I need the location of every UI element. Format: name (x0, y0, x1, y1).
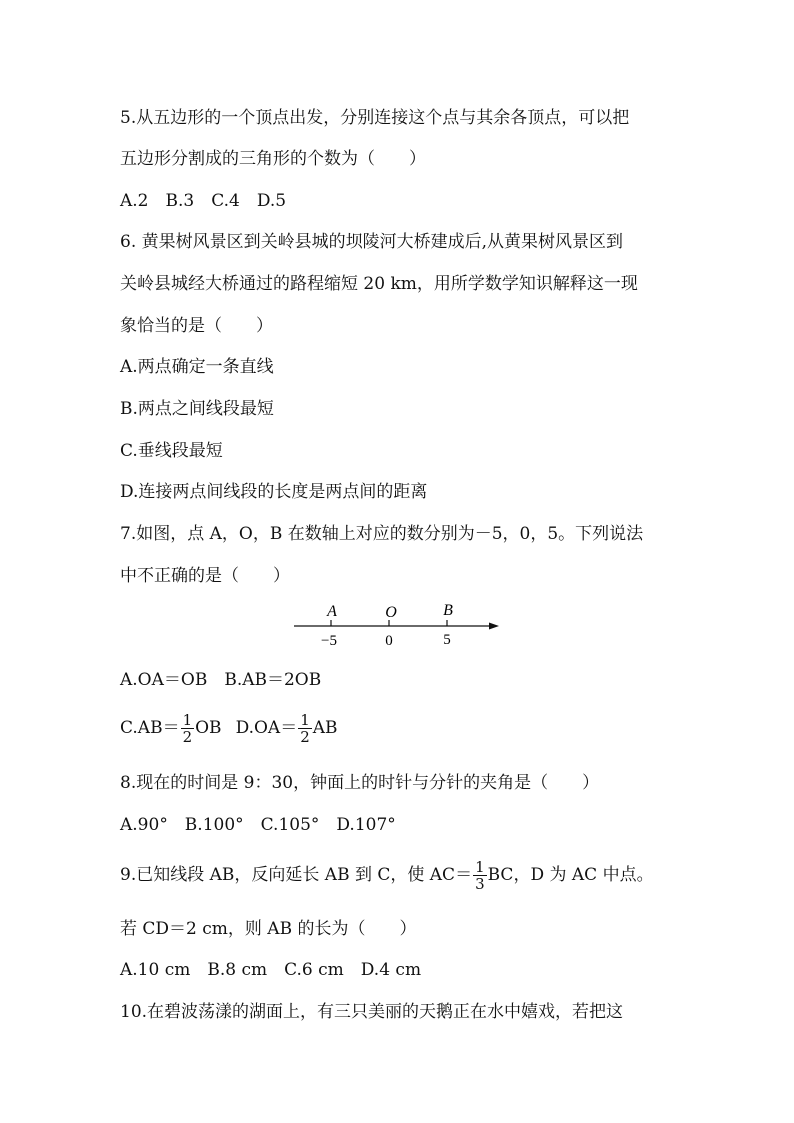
q9-stem-prefix: 9.已知线段 AB，反向延长 AB 到 C，使 AC＝ (120, 865, 473, 885)
point-label-b: B (443, 602, 453, 619)
number-line-arrow (489, 623, 499, 630)
q9-stem-line1 (120, 855, 654, 895)
q9-options: A.10 cm B.8 cm C.6 cm D.4 cm (120, 960, 422, 980)
q6-stem-line2: 关岭县城经大桥通过的路程缩短 20 km，用所学数学知识解释这一现 (120, 274, 638, 294)
point-value-o: 0 (385, 633, 393, 649)
q6-stem-line1: 6. 黄果树风景区到关岭县城的坝陵河大桥建成后,从黄果树风景区到 (120, 232, 624, 252)
q7-option-d-prefix: D.OA＝ (235, 718, 298, 738)
q5-options: A.2 B.3 C.4 D.5 (120, 191, 287, 211)
q5-stem-line2: 五边形分割成的三角形的个数为（ ） (120, 149, 426, 169)
q7-option-d-suffix: AB (312, 718, 338, 738)
q9-fraction (473, 859, 487, 892)
point-label-o: O (385, 604, 397, 621)
point-label-a: A (327, 603, 337, 620)
q7-stem-line2: 中不正确的是（ ） (120, 566, 290, 586)
fraction-denominator: 3 (475, 875, 485, 893)
fraction-numerator: 1 (475, 858, 485, 876)
q7-options-ab: A.OA＝OB B.AB＝2OB (120, 670, 322, 690)
q9-stem-line2: 若 CD＝2 cm，则 AB 的长为（ ） (120, 919, 417, 939)
point-value-b: 5 (443, 632, 451, 648)
q6-option-b: B.两点之间线段最短 (120, 399, 274, 419)
q5-stem-line1: 5.从五边形的一个顶点出发，分别连接这个点与其余各顶点，可以把 (120, 108, 630, 128)
q7-option-d-fraction (298, 712, 312, 745)
fraction-denominator: 2 (300, 728, 310, 746)
q7-option-c-suffix: OB (195, 718, 222, 738)
q8-options: A.90° B.100° C.105° D.107° (120, 815, 396, 835)
q6-option-c: C.垂线段最短 (120, 441, 223, 461)
fraction-numerator: 1 (182, 711, 193, 729)
fraction-numerator: 1 (300, 711, 310, 729)
point-value-a: −5 (321, 633, 337, 649)
q10-stem-line1: 10.在碧波荡漾的湖面上，有三只美丽的天鹅正在水中嬉戏，若把这 (120, 1002, 624, 1022)
q9-stem-suffix: BC，D 为 AC 中点。 (487, 865, 654, 885)
q6-stem-line3: 象恰当的是（ ） (120, 316, 273, 336)
q7-stem-line1: 7.如图，点 A，O，B 在数轴上对应的数分别为－5，0，5。下列说法 (120, 524, 644, 544)
number-line-figure (290, 598, 505, 650)
q8-stem: 8.现在的时间是 9：30，钟面上的时针与分针的夹角是（ ） (120, 773, 600, 793)
q7-option-c-prefix: C.AB＝ (120, 718, 180, 738)
q6-option-d: D.连接两点间线段的长度是两点间的距离 (120, 482, 428, 502)
fraction-denominator: 2 (182, 728, 193, 746)
q7-option-c-fraction (181, 712, 195, 745)
q7-options-cd (120, 708, 338, 748)
q6-option-a: A.两点确定一条直线 (120, 357, 274, 377)
